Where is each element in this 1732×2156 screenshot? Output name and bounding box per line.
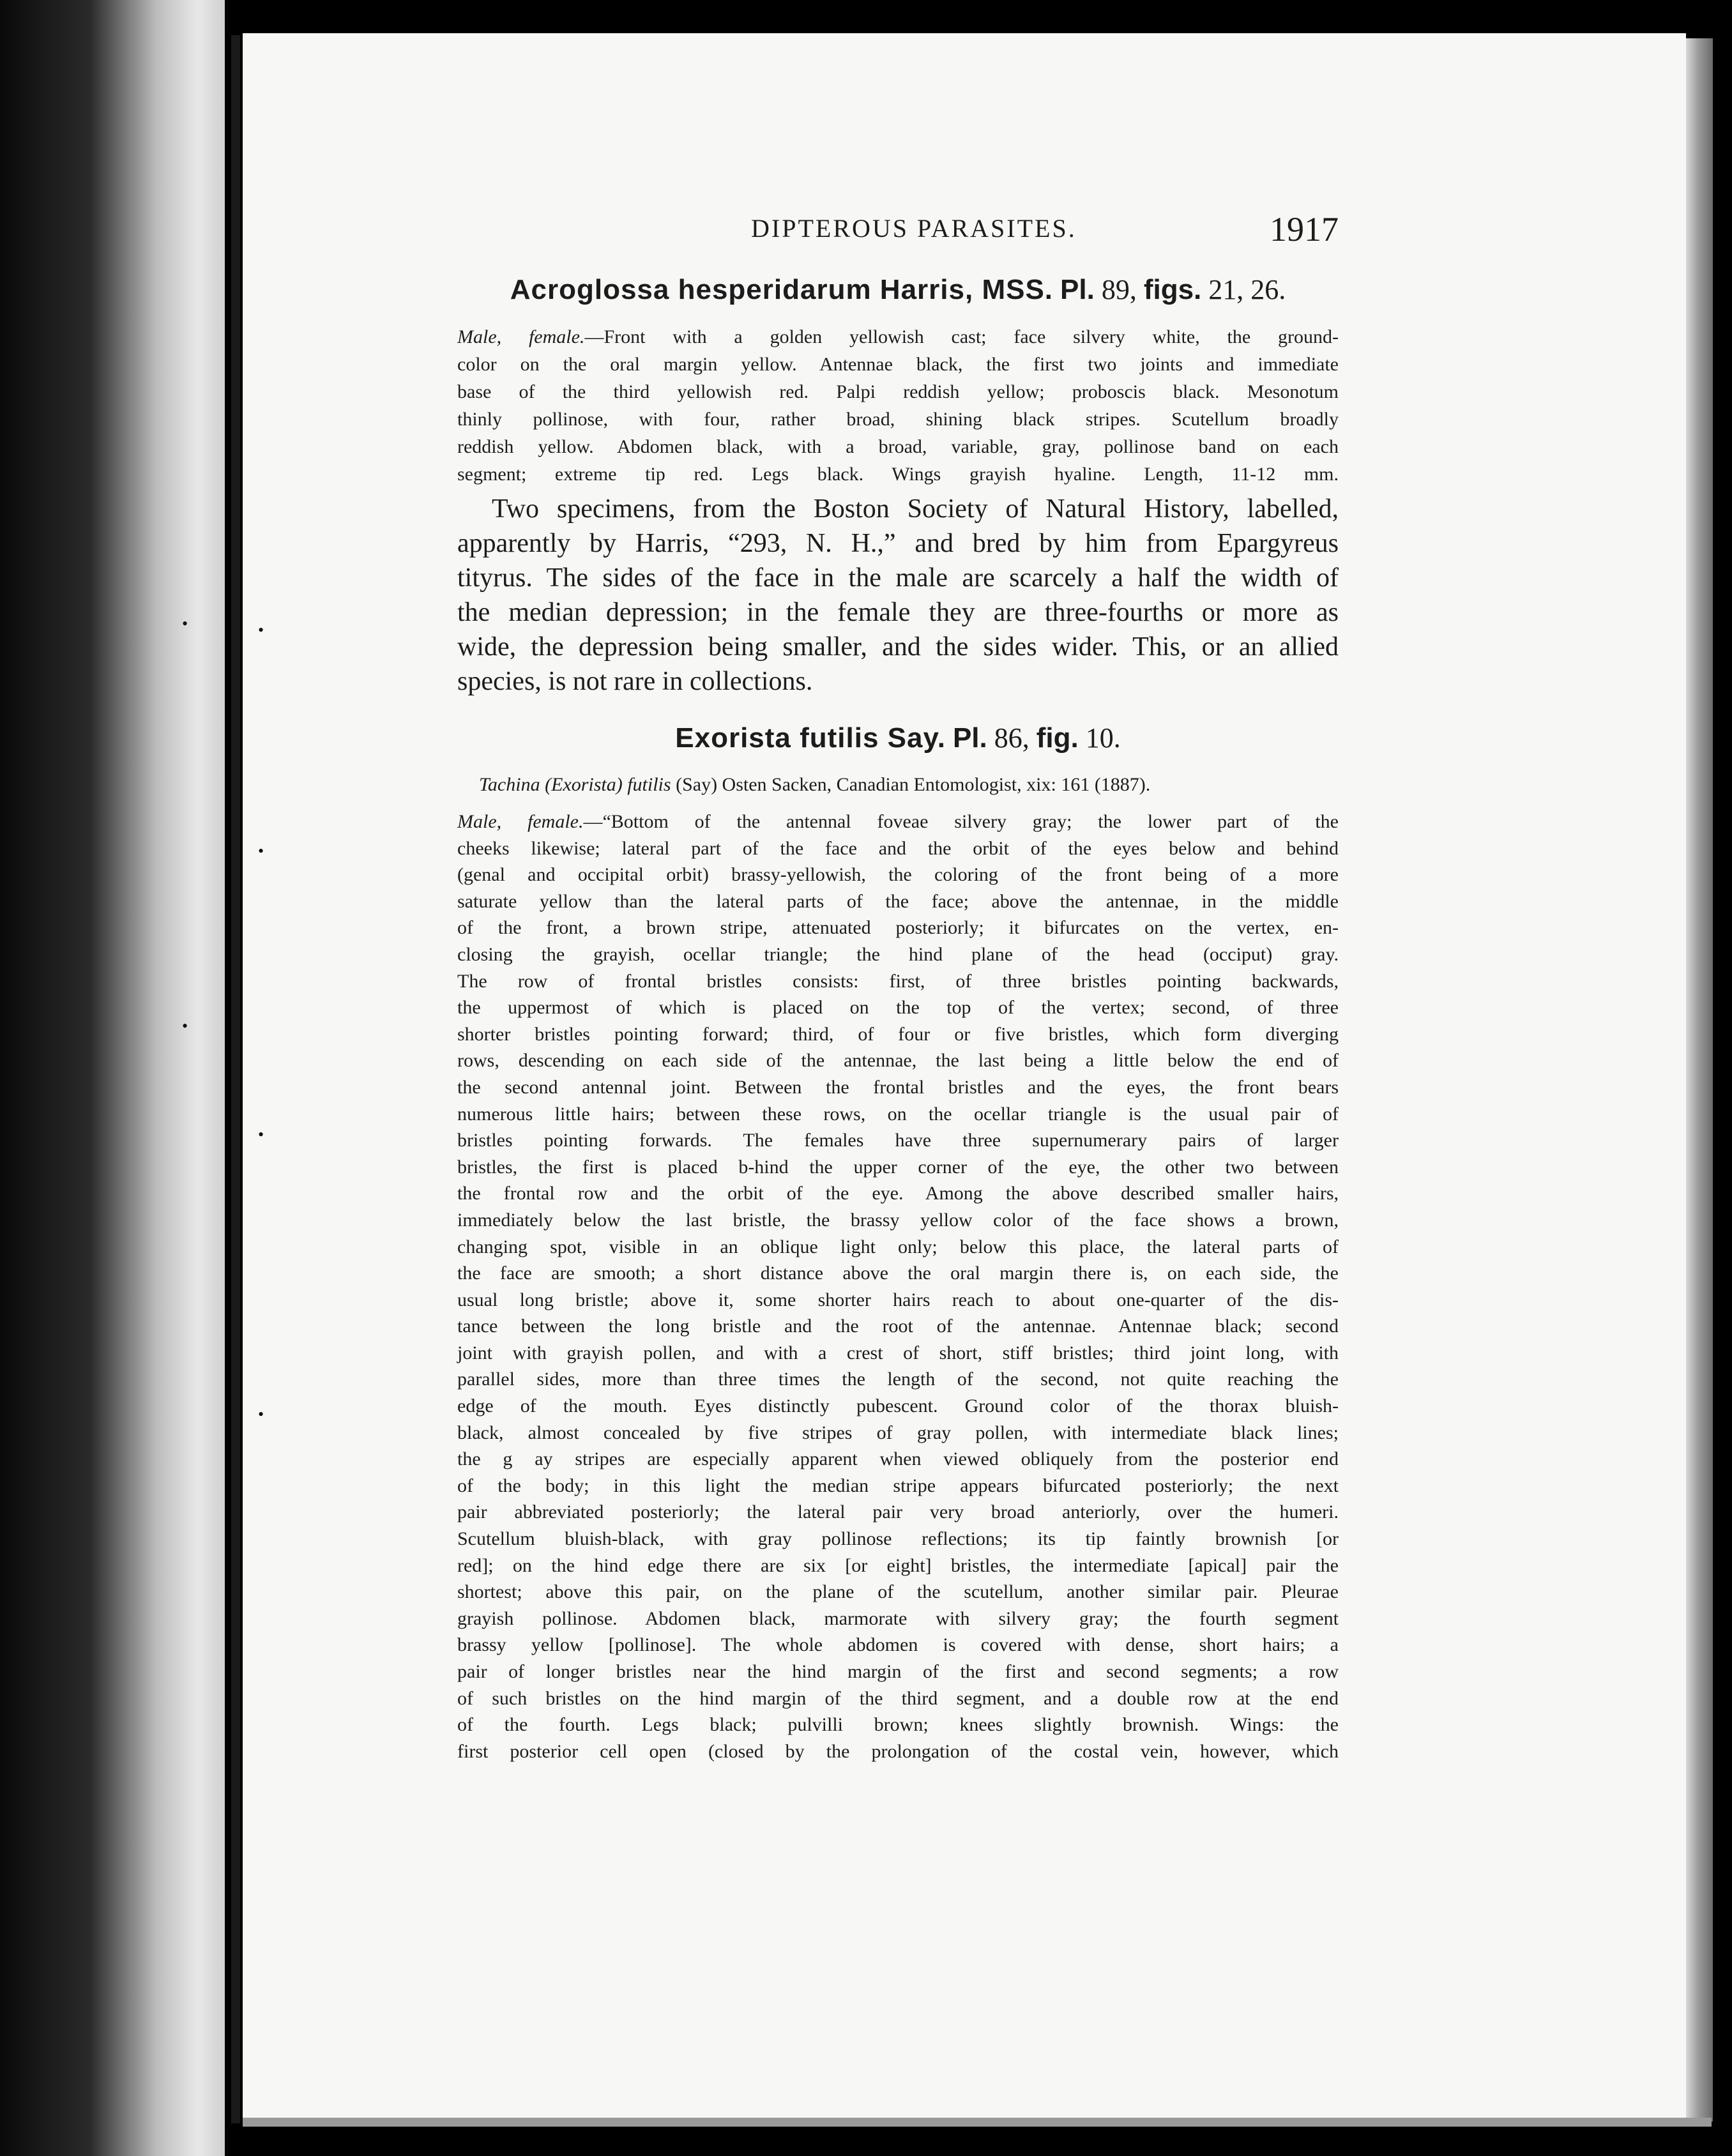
text-line: of the fourth. Legs black; pulvilli brown; knees slightly brownish. Wings: the xyxy=(457,1714,1339,1736)
margin-mark: • xyxy=(182,614,188,633)
text-line: shorter bristles pointing forward; third, of four or five bristles, which form diverging xyxy=(457,1023,1339,1045)
species-name: Acroglossa hesperidarum Harris, MSS. xyxy=(510,274,1054,305)
description-lead: Male, female. xyxy=(457,811,584,832)
description-1 xyxy=(457,323,1339,488)
running-title: DIPTEROUS PARASITES. xyxy=(751,214,1077,243)
description-2 xyxy=(457,808,1339,1765)
citation-name: Tachina (Exorista) futilis xyxy=(479,774,671,795)
page-right-edge xyxy=(1686,38,1713,2122)
fig-label: fig. xyxy=(1036,722,1079,754)
text-line: the median depression; in the female they are three-fourths or more as xyxy=(457,598,1339,627)
text-line: tityrus. The sides of the face in the male are scarcely a half the width of xyxy=(457,563,1339,593)
plate-number: 89, xyxy=(1101,274,1137,305)
margin-mark: • xyxy=(258,1125,264,1144)
figure-number: 10. xyxy=(1085,722,1121,754)
text-line: shortest; above this pair, on the plane of the scutellum, another similar pair. Pleurae xyxy=(457,1581,1339,1603)
figs-label: figs. xyxy=(1143,274,1202,305)
text-line: joint with grayish pollen, and with a crest of short, stiff bristles; third joint long, with xyxy=(457,1342,1339,1363)
text-line: cheeks likewise; lateral part of the face and the orbit of the eyes below and behind xyxy=(457,837,1339,859)
plate-number: 86, xyxy=(994,722,1029,754)
facing-page-edge xyxy=(0,0,225,2156)
text-line: the uppermost of which is placed on the top of the vertex; second, of three xyxy=(457,997,1339,1019)
text-line: apparently by Harris, “293, N. H.,” and bred by him from Epargyreus xyxy=(457,529,1339,558)
text-line: reddish yellow. Abdomen black, with a broad, variable, gray, pollinose band on each xyxy=(457,436,1339,457)
text-line: the face are smooth; a short distance above the oral margin there is, on each side, the xyxy=(457,1263,1339,1284)
margin-mark: • xyxy=(258,1405,264,1423)
binding-gutter xyxy=(231,35,240,2123)
text-line: wide, the depression being smaller, and the sides wider. This, or an allied xyxy=(457,632,1339,662)
text-line: The row of frontal bristles consists: first, of three bristles pointing backwards, xyxy=(457,970,1339,992)
text-line: color on the oral margin yellow. Antennae black, the first two joints and immediate xyxy=(457,354,1339,375)
text-line: pair abbreviated posteriorly; the lateral pair very broad anteriorly, over the humeri. xyxy=(457,1501,1339,1523)
text-line: usual long bristle; above it, some shorter hairs reach to about one-quarter of the dis- xyxy=(457,1289,1339,1310)
text-line: base of the third yellowish red. Palpi reddish yellow; proboscis black. Mesonotum xyxy=(457,381,1339,402)
page-bottom-edge xyxy=(243,2118,1712,2127)
text-line: rows, descending on each side of the antennae, the last being a little below the end of xyxy=(457,1050,1339,1072)
text-line: the g ay stripes are especially apparent when viewed obliquely from the posterior end xyxy=(457,1448,1339,1470)
text-line: —Front with a golden yellowish cast; face silvery white, the ground- xyxy=(584,326,1339,347)
species-heading-2 xyxy=(457,722,1339,754)
text-line: pair of longer bristles near the hind margin of the first and second segments; a row xyxy=(457,1661,1339,1682)
plate-label: Pl. xyxy=(1060,274,1095,305)
species-name: Exorista futilis Say. xyxy=(675,722,946,754)
text-line: tance between the long bristle and the root of the antennae. Antennae black; second xyxy=(457,1316,1339,1337)
margin-mark: • xyxy=(182,1017,188,1035)
margin-mark: • xyxy=(258,621,264,639)
text-line: thinly pollinose, with four, rather broad, shining black stripes. Scutellum broadly xyxy=(457,409,1339,430)
text-line: black, almost concealed by five stripes of gray pollen, with intermediate black lines; xyxy=(457,1422,1339,1443)
text-line: —“Bottom of the antennal foveae silvery gray; the lower part of the xyxy=(583,811,1339,832)
text-line: brassy yellow [pollinose]. The whole abdomen is covered with dense, short hairs; a xyxy=(457,1634,1339,1656)
text-line: parallel sides, more than three times the length of the second, not quite reaching the xyxy=(457,1369,1339,1390)
citation-reference: (Say) Osten Sacken, Canadian Entomologist, xix: 161 (1887). xyxy=(676,774,1151,795)
description-lead: Male, female. xyxy=(457,326,585,347)
text-line: closing the grayish, ocellar triangle; the hind plane of the head (occiput) gray. xyxy=(457,943,1339,965)
figure-numbers: 21, 26. xyxy=(1208,274,1286,305)
text-line: of the body; in this light the median stripe appears bifurcated posteriorly; the next xyxy=(457,1475,1339,1496)
remarks-1 xyxy=(457,492,1339,699)
citation xyxy=(479,774,1328,796)
text-line: changing spot, visible in an oblique light only; below this place, the lateral parts of xyxy=(457,1236,1339,1257)
margin-mark: • xyxy=(258,842,264,860)
page-number: 1917 xyxy=(1270,210,1339,248)
text-line: species, is not rare in collections. xyxy=(457,667,813,696)
running-head xyxy=(457,209,1339,254)
text-line: Two specimens, from the Boston Society of Natural History, labelled, xyxy=(492,494,1339,524)
text-line: grayish pollinose. Abdomen black, marmorate with silvery gray; the fourth segment xyxy=(457,1607,1339,1629)
species-heading-1 xyxy=(457,273,1339,306)
text-line: numerous little hairs; between these rows, on the ocellar triangle is the usual pair of xyxy=(457,1103,1339,1125)
text-line: bristles pointing forwards. The females have three supernumerary pairs of larger xyxy=(457,1130,1339,1151)
text-line: edge of the mouth. Eyes distinctly pubescent. Ground color of the thorax bluish- xyxy=(457,1395,1339,1417)
plate-label: Pl. xyxy=(952,722,987,754)
text-line: first posterior cell open (closed by the prolongation of the costal vein, however, which xyxy=(457,1740,1339,1762)
text-line: segment; extreme tip red. Legs black. Wings grayish hyaline. Length, 11-12 mm. xyxy=(457,464,1339,485)
text-line: of the front, a brown stripe, attenuated posteriorly; it bifurcates on the vertex, en- xyxy=(457,917,1339,939)
text-line: saturate yellow than the lateral parts of the face; above the antennae, in the middle xyxy=(457,890,1339,912)
text-line: the second antennal joint. Between the frontal bristles and the eyes, the front bears xyxy=(457,1076,1339,1098)
text-line: red]; on the hind edge there are six [or eight] bristles, the intermediate [apical] pair the xyxy=(457,1554,1339,1576)
text-line: Scutellum bluish-black, with gray pollinose reflections; its tip faintly brownish [or xyxy=(457,1528,1339,1550)
text-line: the frontal row and the orbit of the eye. Among the above described smaller hairs, xyxy=(457,1183,1339,1204)
text-line: of such bristles on the hind margin of the third segment, and a double row at the end xyxy=(457,1687,1339,1709)
text-line: (genal and occipital orbit) brassy-yellowish, the coloring of the front being of a more xyxy=(457,864,1339,886)
text-line: immediately below the last bristle, the brassy yellow color of the face shows a brown, xyxy=(457,1209,1339,1231)
text-line: bristles, the first is placed b-hind the upper corner of the eye, the other two between xyxy=(457,1156,1339,1178)
